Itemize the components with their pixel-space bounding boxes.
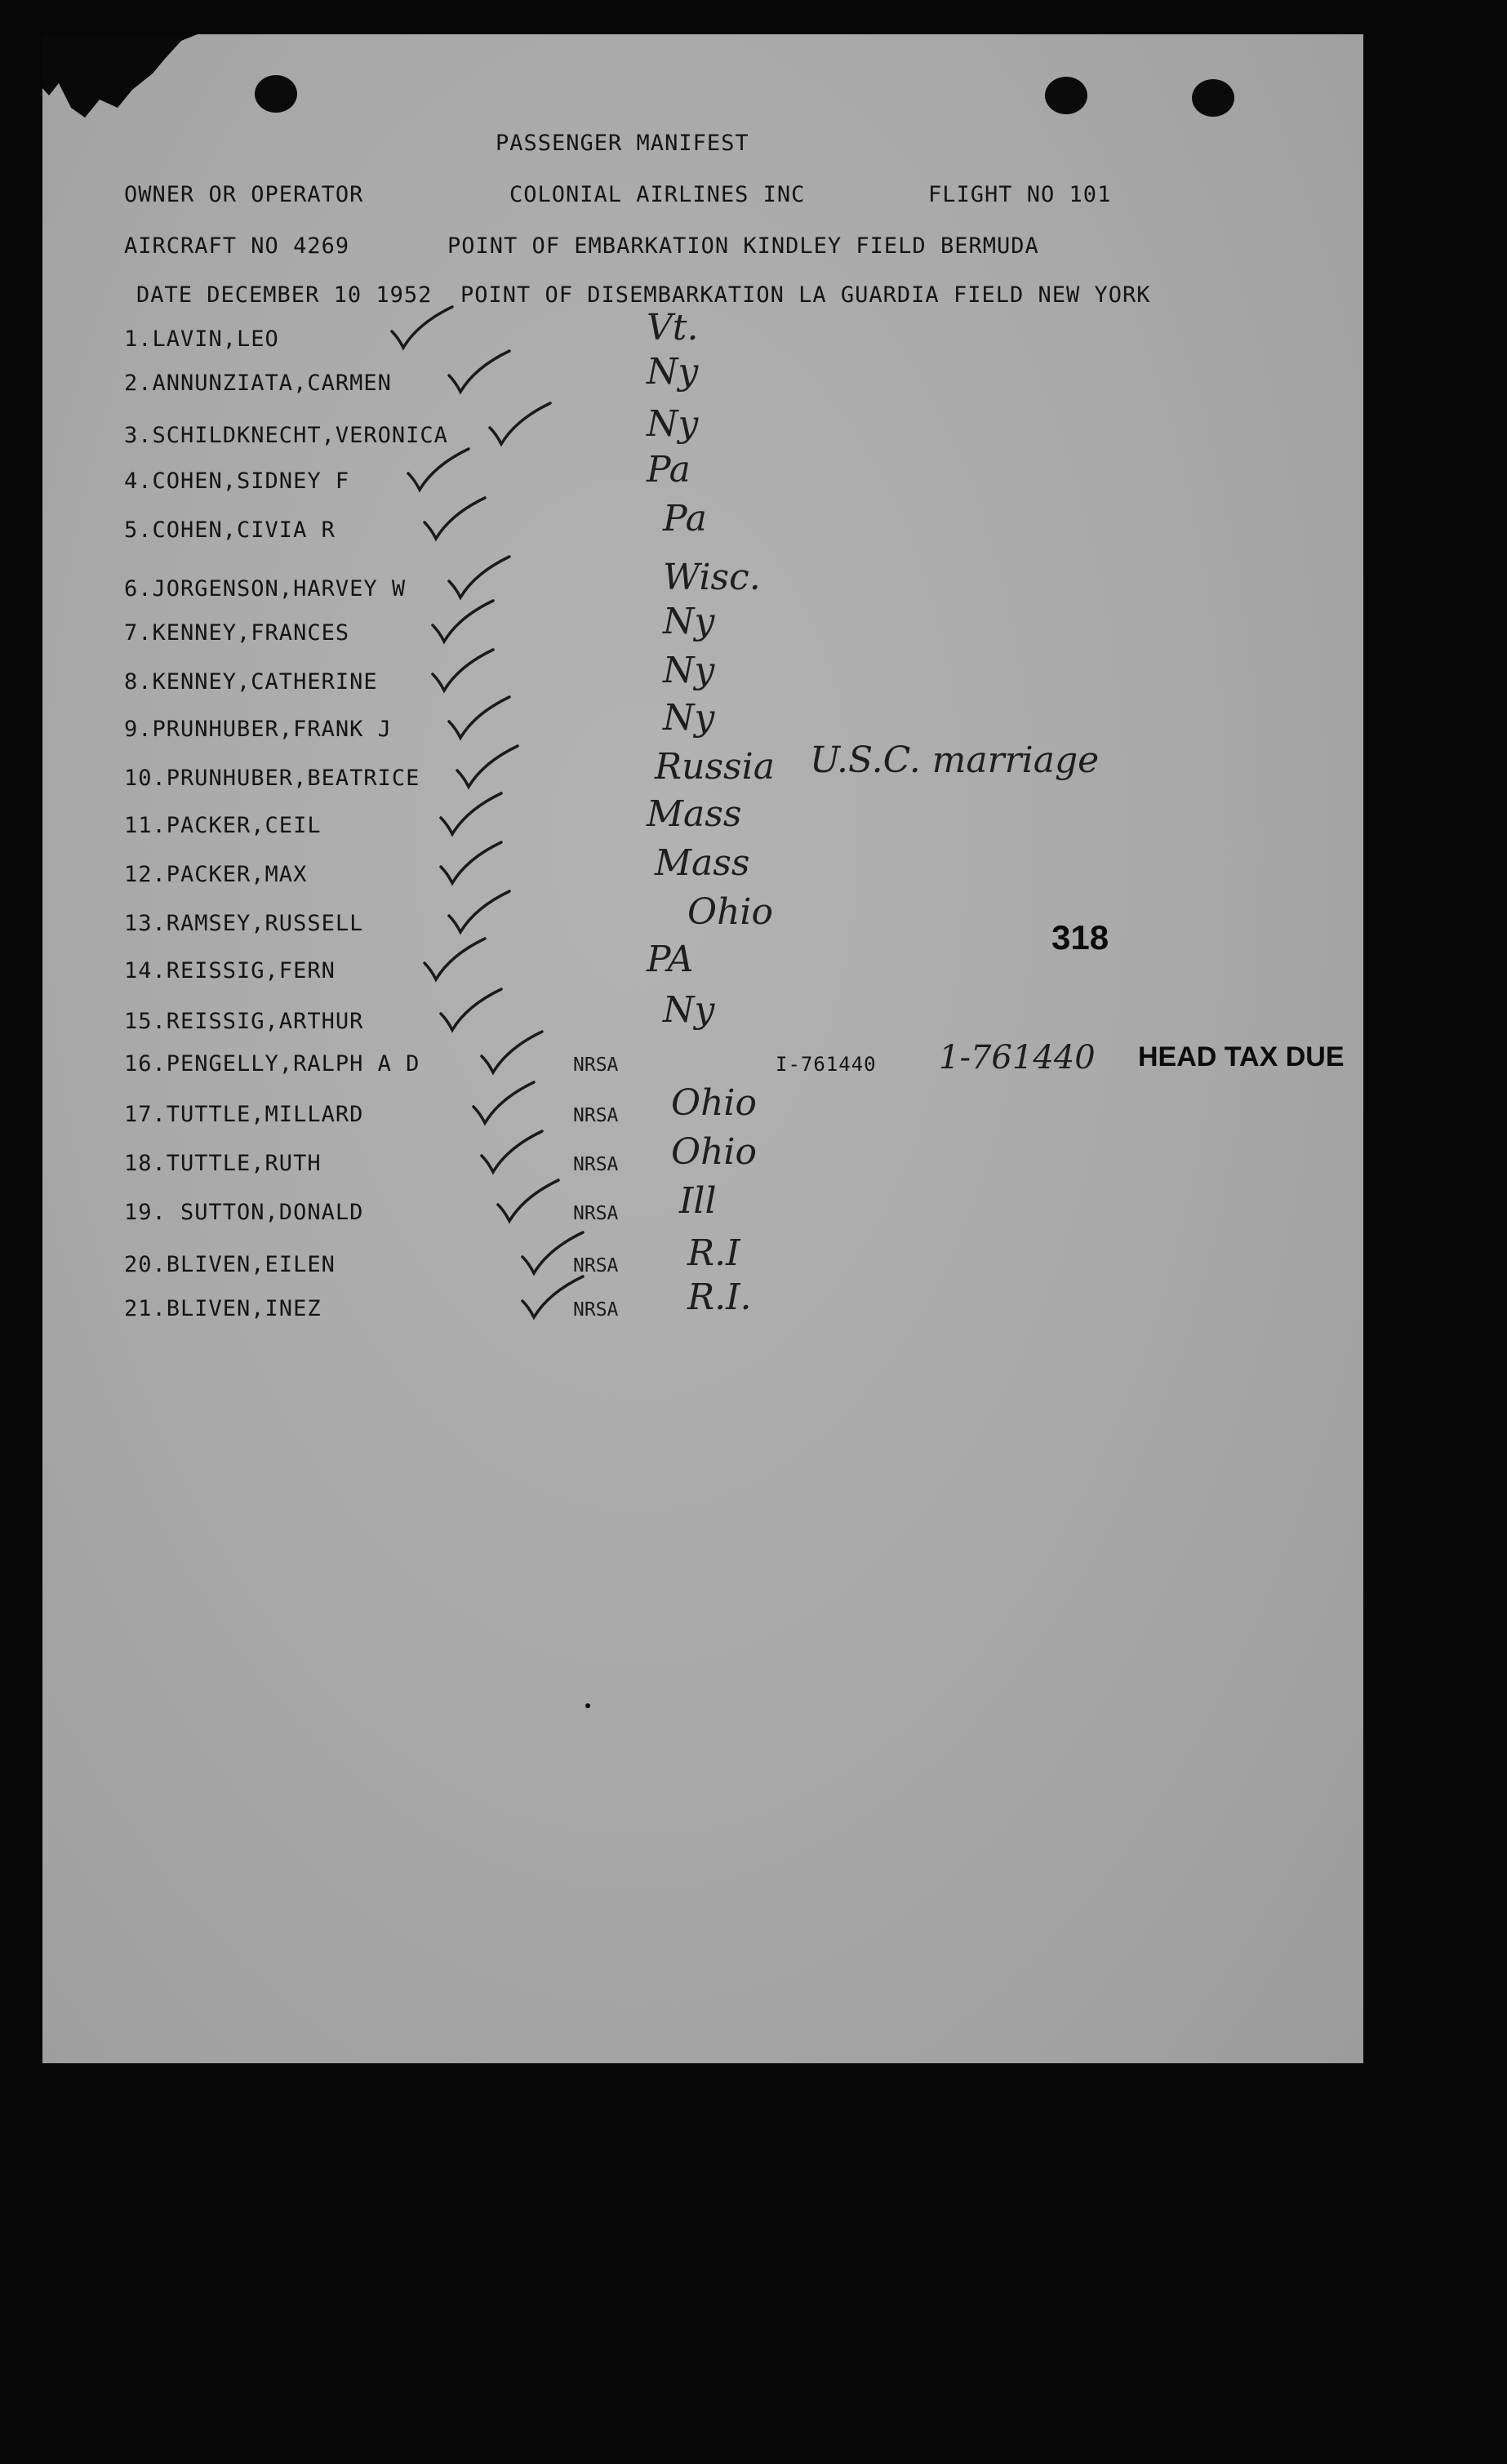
check-mark [475, 1128, 549, 1177]
passenger-entry: 13.RAMSEY,RUSSELL [124, 911, 364, 936]
check-mark [442, 694, 516, 743]
point-of-disembarkation: POINT OF DISEMBARKATION LA GUARDIA FIELD NEW YORK [460, 282, 1151, 308]
passenger-state: Ny [663, 989, 715, 1031]
passenger-state: Ill [679, 1180, 717, 1222]
check-mark [491, 1177, 565, 1226]
check-mark [442, 348, 516, 397]
passenger-state: Mass [647, 793, 742, 835]
passenger-entry: 9.PRUNHUBER,FRANK J [124, 717, 392, 742]
passenger-entry: 17.TUTTLE,MILLARD [124, 1102, 364, 1127]
passenger-entry: 5.COHEN,CIVIA R [124, 517, 336, 543]
passenger-status: NRSA [573, 1203, 619, 1224]
passenger-state: Ny [647, 351, 699, 393]
passenger-entry: 14.REISSIG,FERN [124, 958, 336, 983]
aircraft-number: AIRCRAFT NO 4269 [124, 233, 350, 259]
passenger-status: NRSA [573, 1105, 619, 1126]
punch-hole-right [1192, 79, 1234, 117]
passenger-state: Vt. [647, 307, 699, 349]
flight-number: FLIGHT NO 101 [928, 182, 1112, 207]
torn-corner [42, 34, 198, 124]
passenger-entry: 10.PRUNHUBER,BEATRICE [124, 766, 420, 791]
passenger-entry: 20.BLIVEN,EILEN [124, 1252, 336, 1277]
passenger-state: Ohio [687, 891, 773, 933]
owner-value: COLONIAL AIRLINES INC [509, 182, 806, 207]
check-mark [385, 304, 459, 353]
check-mark [483, 400, 557, 449]
passenger-entry: 8.KENNEY,CATHERINE [124, 669, 378, 695]
passenger-status: NRSA [573, 1154, 619, 1175]
passenger-entry: 18.TUTTLE,RUTH [124, 1151, 322, 1176]
check-mark [442, 553, 516, 602]
passenger-state: Ohio [671, 1082, 757, 1124]
passenger-entry: 11.PACKER,CEIL [124, 813, 322, 838]
passenger-state: Ohio [671, 1131, 757, 1173]
passenger-state: Ny [663, 697, 715, 739]
passenger-state: Pa [647, 449, 691, 491]
passenger-entry: 19. SUTTON,DONALD [124, 1200, 364, 1225]
typed-certificate-number: I-761440 [776, 1053, 877, 1076]
owner-label: OWNER OR OPERATOR [124, 182, 364, 207]
passenger-state: Wisc. [663, 557, 761, 598]
passenger-entry: 21.BLIVEN,INEZ [124, 1296, 322, 1321]
passenger-state: Ny [663, 601, 715, 642]
punch-hole-left [255, 75, 297, 113]
manifest-page [42, 34, 1363, 2063]
passenger-state: PA [647, 939, 694, 980]
passenger-status: NRSA [573, 1255, 619, 1276]
check-mark [402, 446, 475, 495]
handwritten-certificate-number: 1-761440 [939, 1039, 1096, 1077]
passenger-entry: 2.ANNUNZIATA,CARMEN [124, 371, 392, 396]
passenger-entry: 1.LAVIN,LEO [124, 326, 279, 352]
check-mark [475, 1028, 549, 1077]
page-number: 318 [1051, 918, 1109, 957]
passenger-status: NRSA [573, 1054, 619, 1076]
check-mark [442, 888, 516, 937]
check-mark [418, 935, 491, 984]
marriage-note: U.S.C. marriage [810, 739, 1100, 781]
manifest-title: PASSENGER MANIFEST [496, 131, 749, 156]
point-of-embarkation: POINT OF EMBARKATION KINDLEY FIELD BERMUDA [447, 233, 1039, 259]
check-mark [434, 986, 508, 1035]
passenger-status: NRSA [573, 1299, 619, 1321]
check-mark [467, 1079, 540, 1128]
passenger-state: Mass [655, 842, 750, 884]
check-mark [434, 839, 508, 888]
passenger-state: R.I [687, 1232, 740, 1274]
check-mark [434, 790, 508, 839]
paper-speck [585, 1703, 590, 1708]
passenger-entry: 12.PACKER,MAX [124, 862, 308, 887]
passenger-state: Pa [663, 498, 707, 539]
passenger-state: Ny [647, 403, 699, 445]
check-mark [418, 495, 491, 544]
passenger-entry: 4.COHEN,SIDNEY F [124, 468, 350, 494]
check-mark [426, 646, 500, 695]
passenger-entry: 16.PENGELLY,RALPH A D [124, 1051, 420, 1077]
passenger-state: Ny [663, 650, 715, 691]
passenger-entry: 7.KENNEY,FRANCES [124, 620, 350, 646]
passenger-entry: 15.REISSIG,ARTHUR [124, 1009, 364, 1034]
passenger-state: R.I. [687, 1276, 752, 1318]
check-mark [451, 743, 524, 792]
passenger-entry: 3.SCHILDKNECHT,VERONICA [124, 423, 448, 448]
passenger-state: Russia [655, 746, 775, 788]
check-mark [426, 597, 500, 646]
passenger-entry: 6.JORGENSON,HARVEY W [124, 576, 407, 602]
head-tax-stamp: HEAD TAX DUE [1138, 1041, 1345, 1072]
punch-hole-center [1045, 77, 1087, 114]
manifest-date: DATE DECEMBER 10 1952 [136, 282, 433, 308]
